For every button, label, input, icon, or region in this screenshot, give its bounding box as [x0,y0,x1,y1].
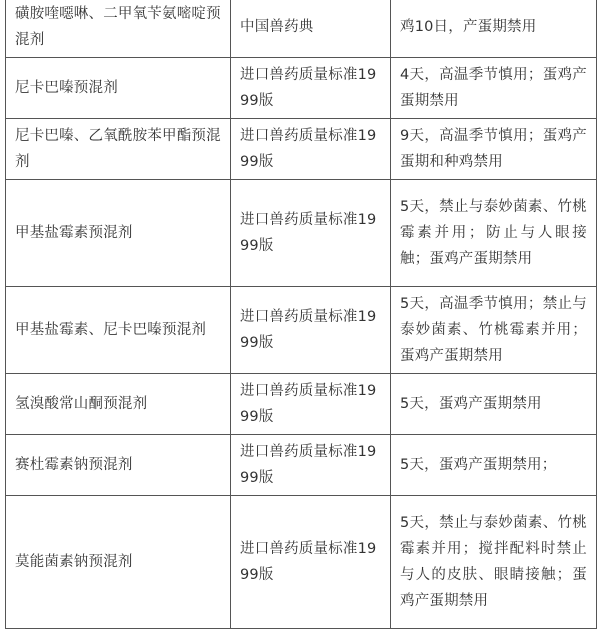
table-row [6,374,597,435]
drug-regulation-table [5,0,597,629]
drug-name-cell: 莫能菌素钠预混剂 [6,496,231,629]
drug-name-cell: 赛杜霉素钠预混剂 [6,435,231,496]
withdrawal-cell: 9天，高温季节慎用；蛋鸡产蛋期和种鸡禁用 [391,119,597,180]
withdrawal-cell: 4天，高温季节慎用；蛋鸡产蛋期禁用 [391,58,597,119]
standard-cell: 进口兽药质量标准1999版 [231,374,391,435]
table-row [6,287,597,374]
drug-name-cell: 磺胺喹噁啉、二甲氧苄氨嘧啶预混剂 [6,0,231,58]
withdrawal-cell: 鸡10日，产蛋期禁用 [391,0,597,58]
drug-name-cell: 甲基盐霉素、尼卡巴嗪预混剂 [6,287,231,374]
withdrawal-cell: 5天，蛋鸡产蛋期禁用 [391,374,597,435]
standard-cell: 进口兽药质量标准1999版 [231,58,391,119]
drug-name-cell: 尼卡巴嗪预混剂 [6,58,231,119]
table-row [6,496,597,629]
withdrawal-cell: 5天，高温季节慎用；禁止与泰妙菌素、竹桃霉素并用；蛋鸡产蛋期禁用 [391,287,597,374]
table-row [6,180,597,287]
standard-cell: 进口兽药质量标准1999版 [231,435,391,496]
standard-cell: 进口兽药质量标准1999版 [231,180,391,287]
drug-name-cell: 尼卡巴嗪、乙氧酰胺苯甲酯预混剂 [6,119,231,180]
withdrawal-cell: 5天，蛋鸡产蛋期禁用； [391,435,597,496]
standard-cell: 进口兽药质量标准1999版 [231,119,391,180]
table-row [6,0,597,58]
table-row [6,435,597,496]
table-row [6,58,597,119]
standard-cell: 进口兽药质量标准1999版 [231,496,391,629]
standard-cell: 中国兽药典 [231,0,391,58]
drug-name-cell: 甲基盐霉素预混剂 [6,180,231,287]
withdrawal-cell: 5天，禁止与泰妙菌素、竹桃霉素并用；防止与人眼接触；蛋鸡产蛋期禁用 [391,180,597,287]
withdrawal-cell: 5天，禁止与泰妙菌素、竹桃霉素并用；搅拌配料时禁止与人的皮肤、眼睛接触；蛋鸡产蛋期禁用 [391,496,597,629]
drug-name-cell: 氢溴酸常山酮预混剂 [6,374,231,435]
standard-cell: 进口兽药质量标准1999版 [231,287,391,374]
table-row [6,119,597,180]
